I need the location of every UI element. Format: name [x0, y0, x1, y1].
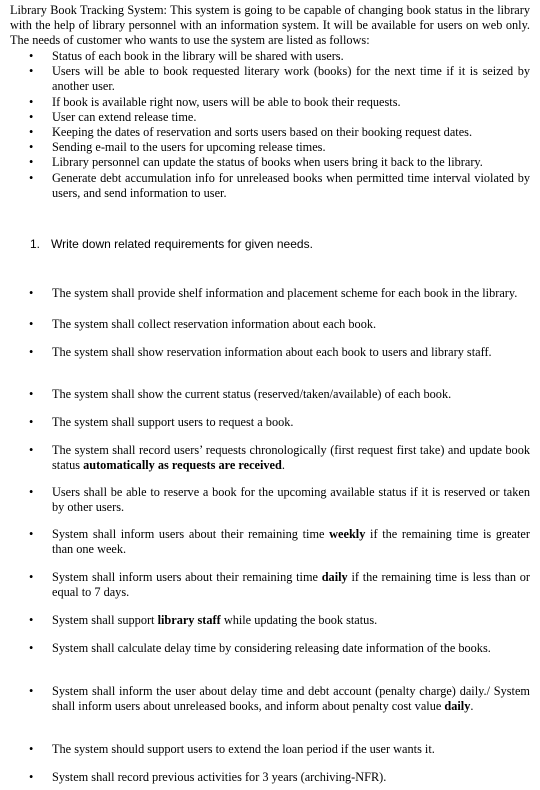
- requirement-item: [29, 641, 530, 656]
- requirement-text: The system shall support users to request a book.: [52, 415, 294, 429]
- intro-paragraph: Library Book Tracking System: This system is going to be capable of changing book status in the library with the help of library personnel with an information system. It will be available for users on web only. The needs of customer who wants to use the system are listed as follows:: [10, 3, 530, 48]
- requirement-text: if the remaining time is greater than one week.: [52, 527, 530, 557]
- need-item: • Users will be able to book requested literary work (books) for the next time if it is seized by another user.: [29, 64, 530, 94]
- question-item: [30, 237, 530, 252]
- requirement-text: .: [470, 699, 474, 714]
- requirement-item: [29, 485, 530, 515]
- requirement-emphasis: weekly: [329, 527, 366, 541]
- requirement-text: The system shall show reservation information about each book to users and library staff.: [52, 345, 492, 359]
- requirement-text: The system shall provide shelf information and placement scheme for each book in the library.: [52, 286, 518, 300]
- requirement-item: [29, 286, 530, 301]
- requirement-item: [29, 527, 530, 557]
- need-item: • If book is available right now, users will be able to book their requests.: [29, 95, 530, 110]
- need-item: • Keeping the dates of reservation and sorts users based on their booking request dates.: [29, 125, 530, 140]
- requirement-item: [29, 742, 530, 757]
- need-item: • User can extend release time.: [29, 110, 530, 125]
- requirement-emphasis: automatically as requests are received: [83, 458, 282, 473]
- requirement-item: [29, 387, 530, 402]
- need-item: • Library personnel can update the status of books when users bring it back to the library.: [29, 155, 530, 170]
- requirement-text: System shall inform the user about delay time and debt account (penalty charge) daily./ System shall inform users about unreleased books, and inform about penalty cost value: [52, 684, 530, 714]
- requirement-text: The system shall collect reservation information about each book.: [52, 317, 377, 331]
- need-item: • Sending e-mail to the users for upcoming release times.: [29, 140, 530, 155]
- question-number: 1.: [30, 237, 41, 251]
- requirement-item: [29, 570, 530, 600]
- requirement-item: [29, 443, 530, 473]
- requirement-text: The system shall show the current status (reserved/taken/available) of each book.: [52, 387, 452, 401]
- requirement-item: [29, 684, 530, 714]
- need-item: • Generate debt accumulation info for unreleased books when permitted time interval violated by users, and send information to user.: [29, 171, 530, 201]
- question-text: Write down related requirements for given needs.: [51, 237, 313, 251]
- requirement-emphasis: daily: [444, 699, 471, 714]
- requirement-text: The system shall record users’ requests chronologically (first request first take) and update book status: [52, 443, 530, 473]
- requirement-item: [29, 345, 530, 360]
- need-item: • Status of each book in the library will be shared with users.: [29, 49, 530, 64]
- requirement-text: System shall calculate delay time by considering releasing date information of the books.: [52, 641, 491, 655]
- requirement-text: The system should support users to extend the loan period if the user wants it.: [52, 742, 435, 756]
- requirement-text: while updating the book status.: [220, 613, 378, 627]
- requirement-text: Users shall be able to reserve a book for the upcoming available status if it is reserved or taken by other users.: [52, 485, 530, 515]
- requirement-text: System shall inform users about their remaining time: [52, 527, 330, 541]
- requirement-item: [29, 613, 530, 628]
- requirement-item: [29, 770, 530, 785]
- requirement-item: [29, 415, 530, 430]
- requirement-item: [29, 317, 530, 332]
- needs-list: [29, 49, 530, 201]
- requirement-emphasis: daily: [321, 570, 348, 584]
- requirement-text: System shall record previous activities for 3 years (archiving-NFR).: [52, 770, 387, 784]
- requirement-text: .: [281, 458, 285, 473]
- requirement-text: if the remaining time is less than or equal to 7 days.: [52, 570, 530, 600]
- requirement-text: System shall support: [52, 613, 158, 627]
- requirement-emphasis: library staff: [157, 613, 221, 627]
- requirement-text: System shall inform users about their remaining time: [52, 570, 322, 584]
